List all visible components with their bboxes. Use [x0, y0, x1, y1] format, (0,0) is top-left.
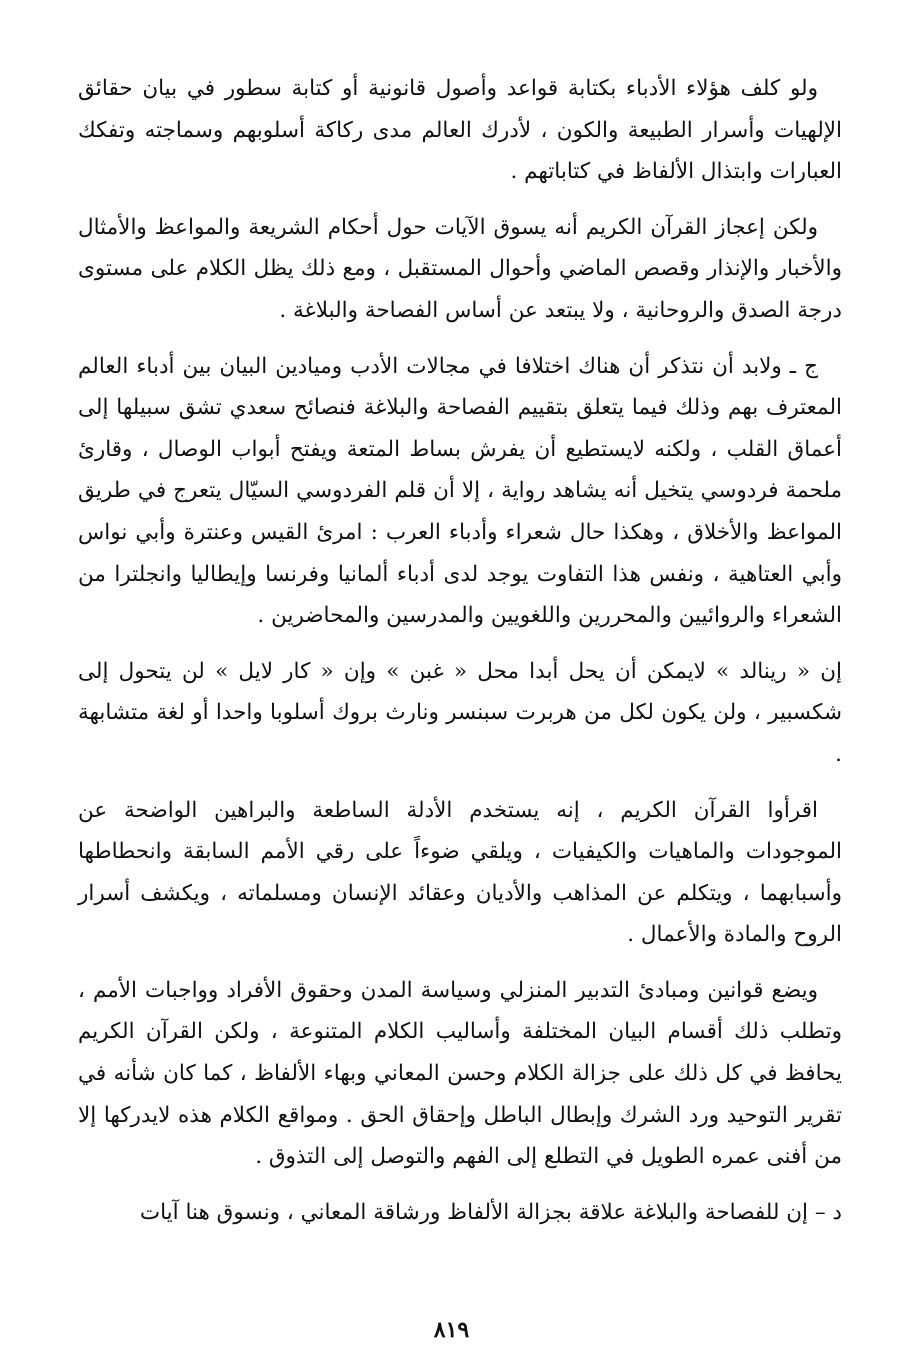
paragraph-1: ولو كلف هؤلاء الأدباء بكتابة قواعد وأصول قانونية أو كتابة سطور في بيان حقائق الإلهيات وأسرار الطبيعة والكون ، لأدرك العالم مدى ركاكة أسلوبهم وسماجته وتفكك العبارات وابتذال الألفاظ في كتاباتهم .: [78, 76, 842, 185]
page-number: ٨١٩: [433, 1317, 470, 1343]
paragraph-3: ج ـ ولابد أن نتذكر أن هناك اختلافا في مجالات الأدب وميادين البيان بين أدباء العالم المعترف بهم وذلك فيما يتعلق بتقييم الفصاحة والبلاغة فنصائح سعدي تشق سبيلها إلى أعماق القلب ، ولكنه لايستطيع أن يفرش بساط المتعة ويفتح أبواب الوصال ، وقارئ ملحمة فردوسي يتخيل أنه يشاهد رواية ، إلا أن قلم الفردوسي السيّال يتعرج في طريق المواعظ والأخلاق ، وهكذا حال شعراء وأدباء العرب : امرئ القيس وعنترة وأبي نواس وأبي العتاهية ، ونفس هذا التفاوت يوجد لدى أدباء ألمانيا وفرنسا وإيطاليا وانجلترا من الشعراء والروائيين والمحررين واللغويين والمدرسين والمحاضرين .: [78, 353, 842, 629]
paragraph-6: ويضع قوانين ومبادئ التدبير المنزلي وسياسة المدن وحقوق الأفراد وواجبات الأمم ، وتطلب ذلك أقسام البيان المختلفة وأساليب الكلام المتنوعة ، ولكن القرآن الكريم يحافظ في كل ذلك على جزالة الكلام وحسن المعاني وبهاء الألفاظ ، كما كان شأنه في تقرير التوحيد ورد الشرك وإبطال الباطل وإحقاق الحق . ومواقع الكلام هذه لايدركها إلا من أفنى عمره الطويل في التطلع إلى الفهم والتوصل إلى التذوق .: [78, 977, 842, 1170]
paragraph-2: ولكن إعجاز القرآن الكريم أنه يسوق الآيات حول أحكام الشريعة والمواعظ والأمثال والأخبار والإنذار وقصص الماضي وأحوال المستقبل ، ومع ذلك يظل الكلام على مستوى درجة الصدق والروحانية ، ولا يبتعد عن أساس الفصاحة والبلاغة .: [78, 214, 842, 323]
paragraph-5: اقرأوا القرآن الكريم ، إنه يستخدم الأدلة الساطعة والبراهين الواضحة عن الموجودات والماهيات والكيفيات ، ويلقي ضوءاً على رقي الأمم السابقة وانحطاطها وأسبابهما ، ويتكلم عن المذاهب والأديان وعقائد الإنسان ومسلماته ، ويكشف أسرار الروح والمادة والأعمال .: [78, 797, 842, 948]
paragraph-4: إن « رينالد » لايمكن أن يحل أبدا محل « غبن » وإن « كار لايل » لن يتحول إلى شكسبير ، ولن يكون لكل من هربرت سبنسر ونارث بروك أسلوبا واحدا أو لغة متشابهة .: [78, 658, 842, 767]
body-text: [78, 68, 842, 1247]
paragraph-7: د – إن للفصاحة والبلاغة علاقة بجزالة الألفاظ ورشاقة المعاني ، ونسوق هنا آيات: [139, 1199, 842, 1225]
